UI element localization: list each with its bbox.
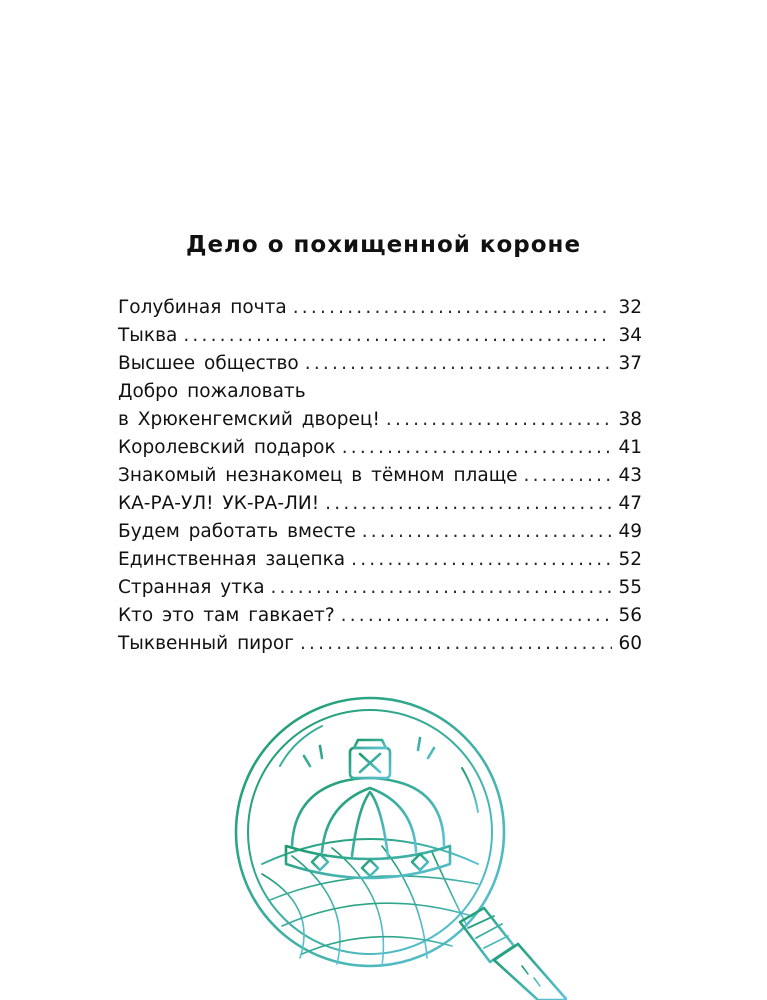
dot-leader: [300, 630, 612, 658]
toc-entry: [118, 490, 642, 518]
dot-leader: [351, 546, 612, 574]
dot-leader: [325, 490, 612, 518]
toc-entry-title: в Хрюкенгемский дворец!: [118, 409, 380, 430]
dot-leader: [293, 294, 613, 322]
toc-entry-page: 49: [618, 521, 642, 542]
toc-entry-title: Добро пожаловать: [118, 381, 306, 402]
toc-entry-page: 52: [618, 549, 642, 570]
dot-leader: [342, 434, 613, 462]
dot-leader: [183, 322, 612, 350]
toc-entry-page: 41: [618, 437, 642, 458]
toc-entry: [118, 462, 642, 490]
toc-entry-title: КА-РА-УЛ! УК-РА-ЛИ!: [118, 493, 320, 514]
magnifying-glass-crown-icon: [222, 696, 567, 1000]
toc-entry-page: 34: [618, 325, 642, 346]
toc-entry-title: Кто это там гавкает?: [118, 605, 335, 626]
table-of-contents: [118, 294, 642, 658]
toc-entry: [118, 294, 642, 322]
toc-entry: [118, 574, 642, 602]
toc-entry-page: 55: [618, 577, 642, 598]
toc-entry: [118, 434, 642, 462]
toc-entry-page: 47: [618, 493, 642, 514]
toc-entry-title: Знакомый незнакомец в тёмном плаще: [118, 465, 518, 486]
toc-entry: [118, 630, 642, 658]
dot-leader: [386, 406, 613, 434]
toc-entry-title: Странная утка: [118, 577, 265, 598]
dot-leader: [341, 602, 613, 630]
toc-entry-title: Будем работать вместе: [118, 521, 356, 542]
toc-entry-page: 38: [618, 409, 642, 430]
toc-entry-title: Голубиная почта: [118, 297, 287, 318]
dot-leader: [362, 518, 613, 546]
toc-entry: [118, 322, 642, 350]
toc-entry: [118, 602, 642, 630]
toc-entry: [118, 406, 642, 434]
toc-entry: [118, 546, 642, 574]
toc-entry-page: 43: [618, 465, 642, 486]
toc-entry-page: 60: [618, 633, 642, 654]
dot-leader: [305, 350, 613, 378]
toc-entry-page: 37: [618, 353, 642, 374]
toc-entry: [118, 350, 642, 378]
dot-leader: [524, 462, 613, 490]
toc-entry: [118, 378, 642, 406]
toc-entry: [118, 518, 642, 546]
toc-entry-title: Тыквенный пирог: [118, 633, 294, 654]
toc-entry-page: 56: [618, 605, 642, 626]
toc-entry-title: Единственная зацепка: [118, 549, 346, 570]
toc-entry-title: Высшее общество: [118, 353, 299, 374]
page-title: Дело о похищенной короне: [185, 232, 582, 258]
toc-entry-page: 32: [618, 297, 642, 318]
toc-entry-title: Тыква: [118, 325, 178, 346]
toc-entry-title: Королевский подарок: [118, 437, 336, 458]
dot-leader: [271, 574, 613, 602]
